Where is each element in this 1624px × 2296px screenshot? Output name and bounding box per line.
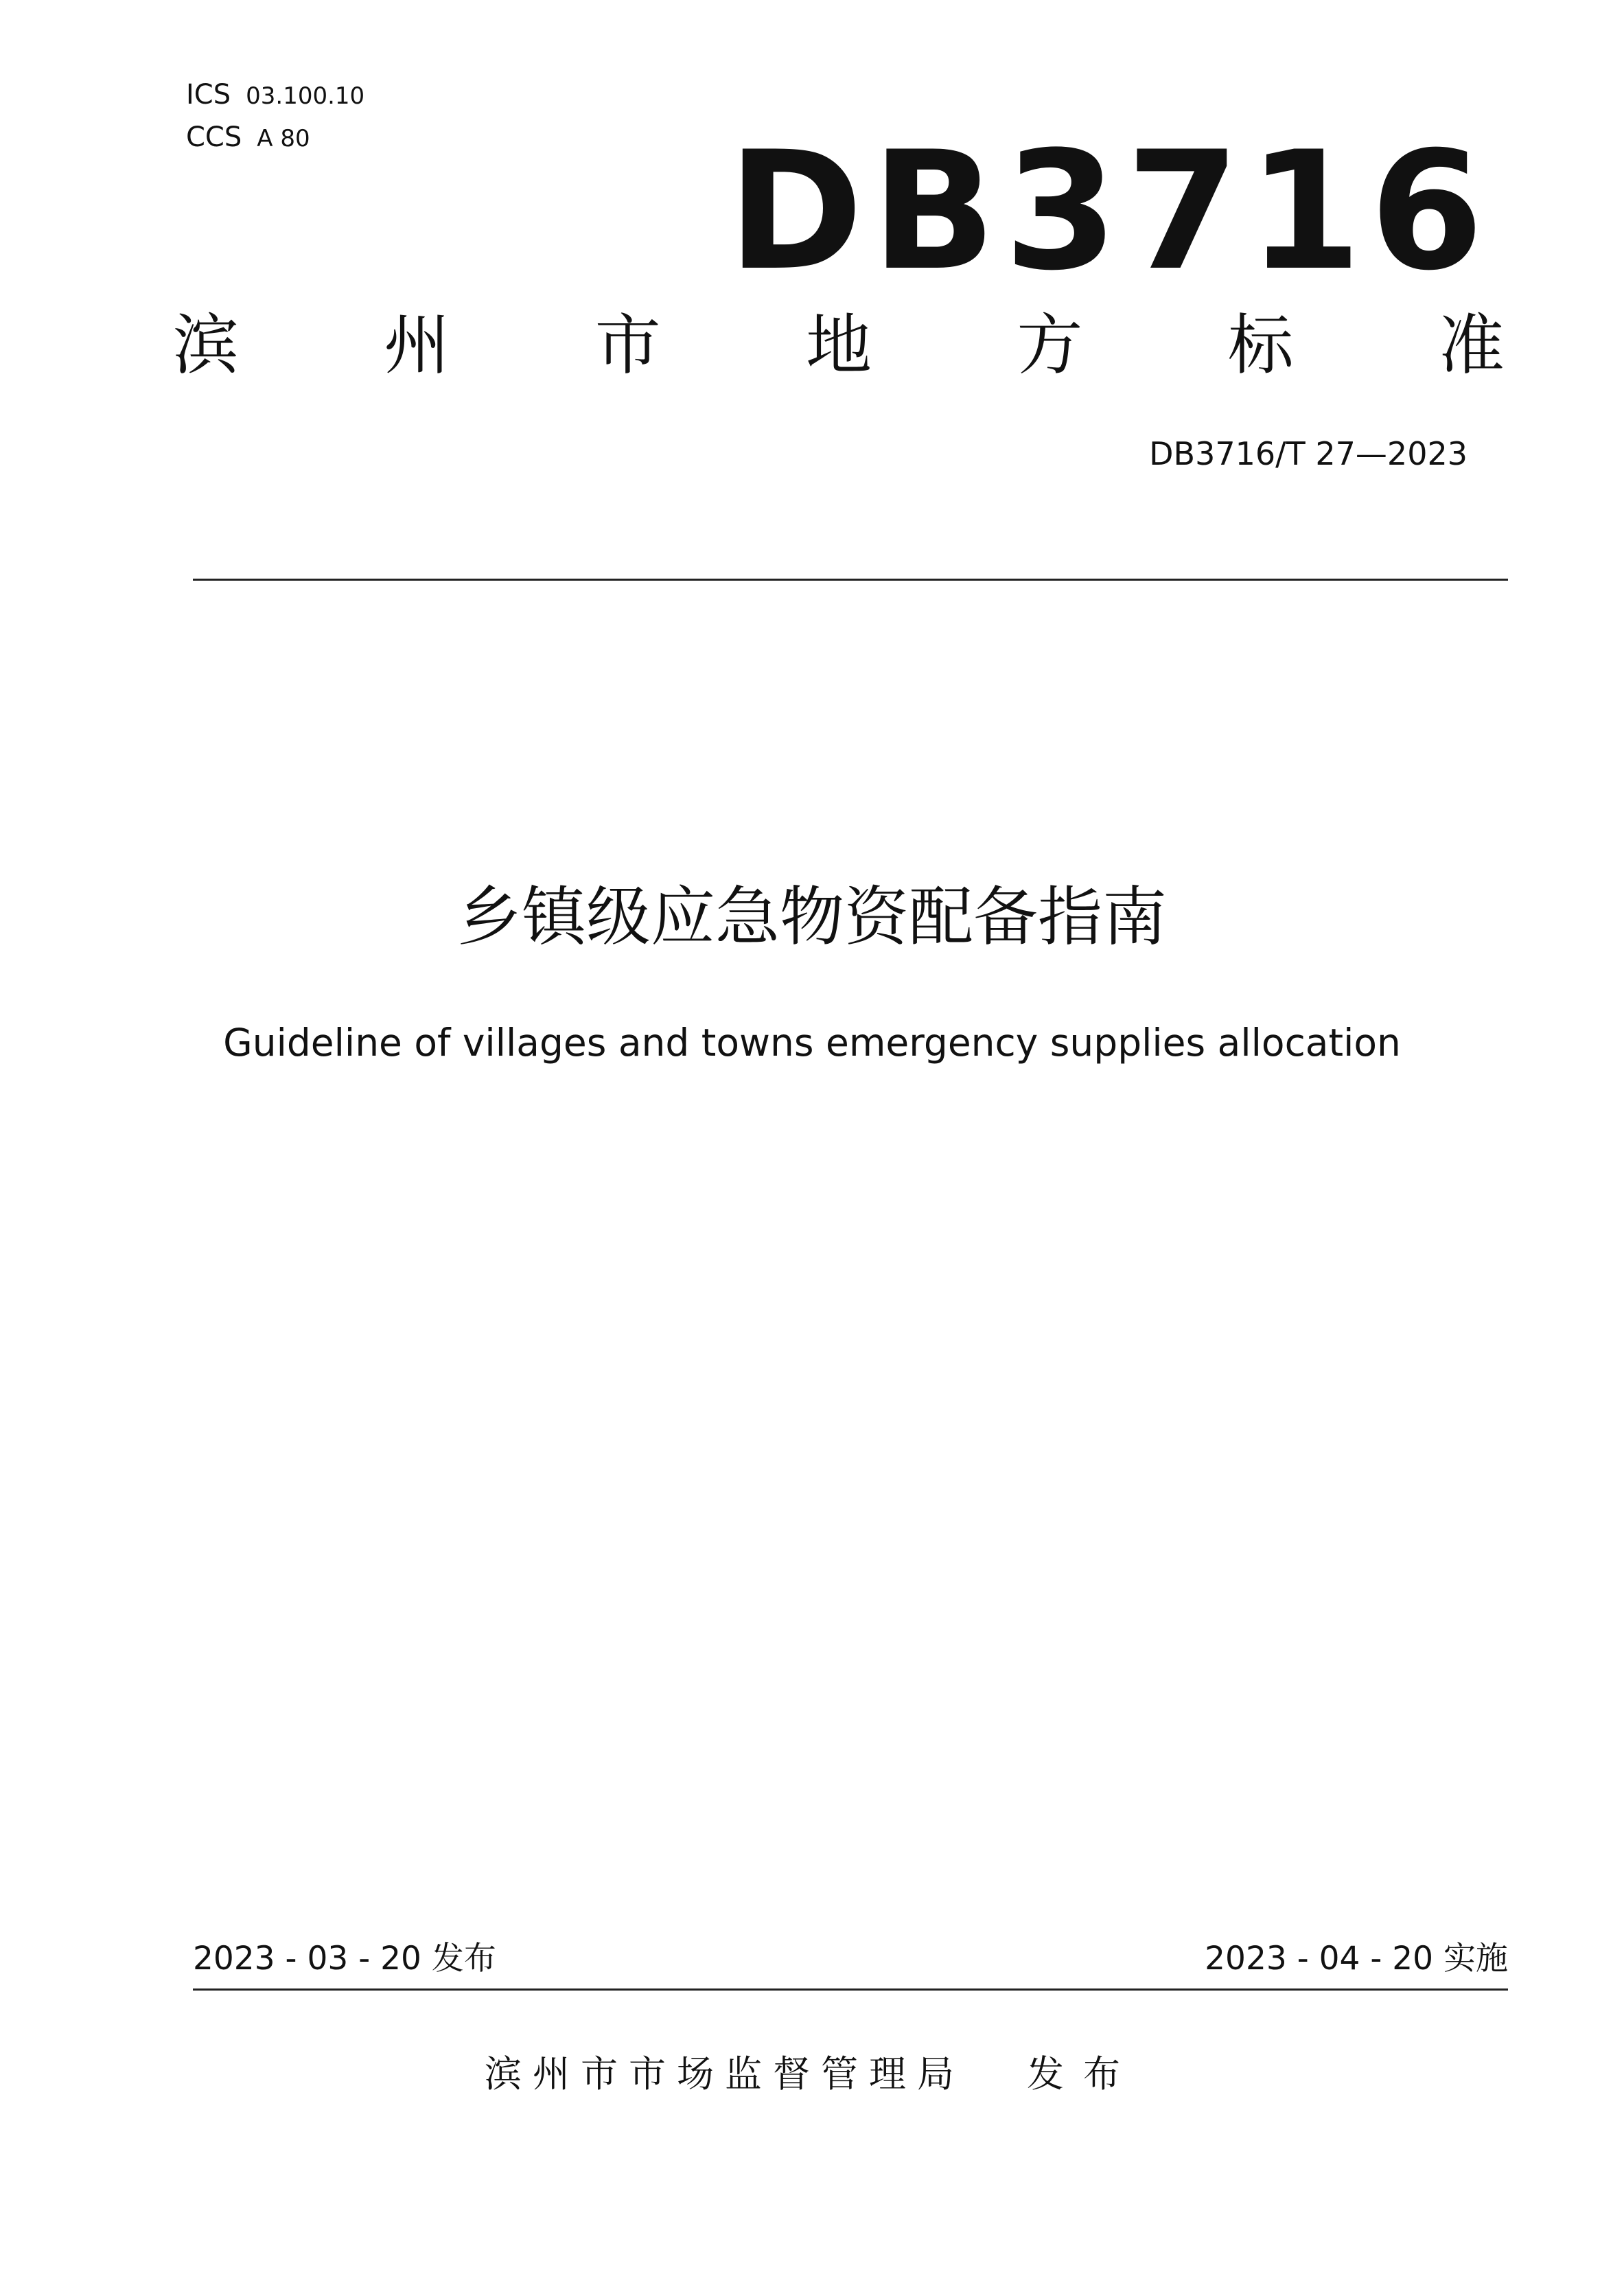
- ics-value: 03.100.10: [246, 82, 365, 110]
- top-divider: [193, 579, 1508, 581]
- standard-number: DB3716/T 27—2023: [1149, 435, 1468, 472]
- issuer-name: 滨州市市场监督管理局: [485, 2052, 965, 2096]
- standard-type-char: 滨: [173, 307, 239, 384]
- ics-line: [186, 79, 365, 111]
- standard-type: [173, 307, 1505, 384]
- standard-type-char: 标: [1227, 307, 1294, 384]
- publish-date: 2023 - 03 - 20 发布: [193, 1940, 496, 1978]
- effective-date: 2023 - 04 - 20 实施: [1205, 1940, 1508, 1978]
- document-title-en: Guideline of villages and towns emergency supplies allocation: [223, 1021, 1401, 1065]
- issuer-line: [0, 2052, 1624, 2096]
- standard-type-char: 方: [1017, 307, 1083, 384]
- ccs-value: A 80: [257, 125, 310, 152]
- standard-type-char: 准: [1438, 307, 1505, 384]
- standard-type-char: 地: [805, 307, 872, 384]
- standard-code: DB3716: [728, 117, 1492, 307]
- ccs-line: [186, 121, 310, 153]
- issuer-action: 发布: [1027, 2052, 1139, 2096]
- bottom-divider: [193, 1988, 1508, 1991]
- standard-type-char: 州: [384, 307, 450, 384]
- ccs-label: CCS: [186, 121, 242, 153]
- standard-type-char: 市: [594, 307, 661, 384]
- ics-label: ICS: [186, 79, 231, 111]
- document-title-cn: 乡镇级应急物资配备指南: [456, 880, 1167, 955]
